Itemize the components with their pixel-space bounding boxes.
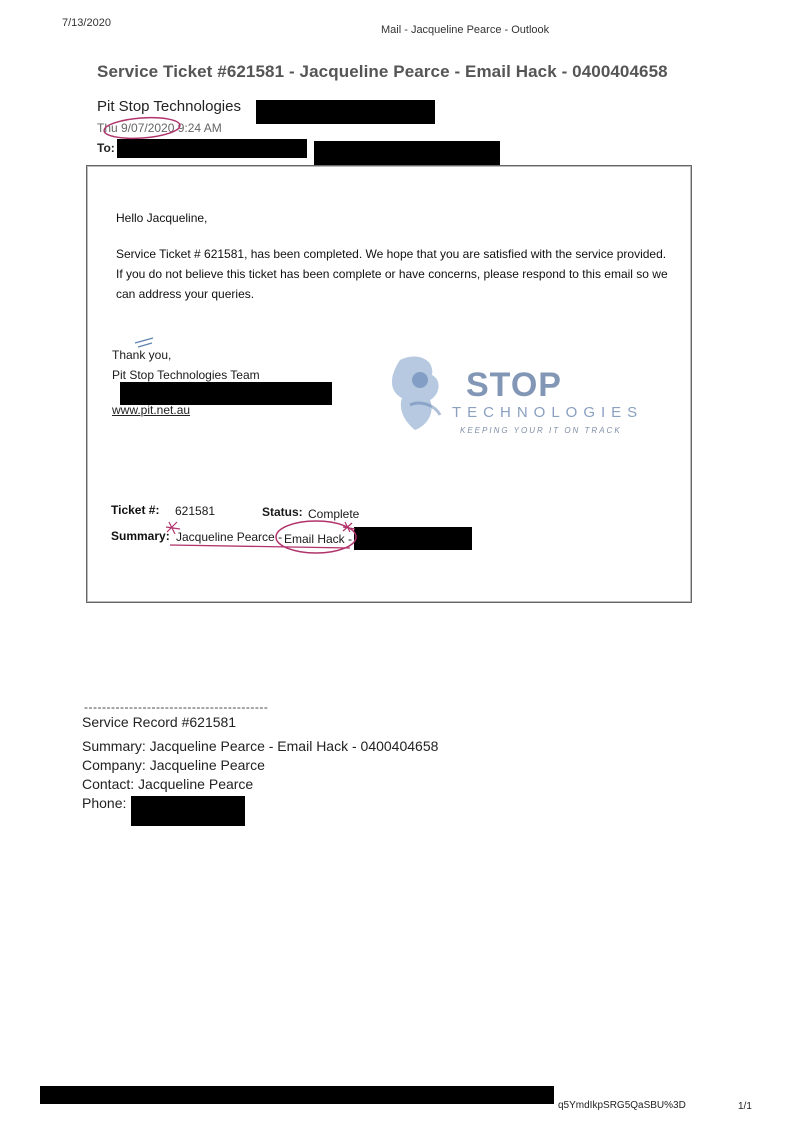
closing-line: Thank you, (112, 348, 172, 362)
record-company: Company: Jacqueline Pearce (82, 757, 265, 773)
record-contact: Contact: Jacqueline Pearce (82, 776, 254, 792)
status-value: Complete (308, 507, 360, 521)
summary-issue: Email Hack - (284, 532, 353, 546)
footer-url-fragment: q5YmdIkpSRG5QaSBU%3D (558, 1100, 686, 1111)
email-to-label: To: (97, 141, 115, 155)
ticket-number-value: 621581 (175, 504, 216, 518)
page-number: 1/1 (738, 1101, 752, 1112)
email-subject: Service Ticket #621581 - Jacqueline Pearce - Email Hack - 0400404658 (97, 62, 668, 81)
record-phone-label: Phone: (82, 795, 127, 811)
record-summary: Summary: Jacqueline Pearce - Email Hack - 0400404658 (82, 738, 439, 754)
team-name: Pit Stop Technologies Team (112, 368, 260, 382)
logo-mascot-icon (380, 350, 470, 445)
greeting: Hello Jacqueline, (116, 211, 208, 225)
email-sent-date: Thu 9/07/2020 9:24 AM (97, 121, 222, 135)
record-title: Service Record #621581 (82, 714, 237, 730)
redaction-phone (131, 796, 245, 826)
redaction-recipient-2 (314, 141, 500, 166)
redaction-summary-phone (354, 527, 472, 550)
record-divider: ----------------------------------------- (84, 700, 269, 714)
logo-wordmark: STOP (466, 366, 562, 404)
logo-subtitle: TECHNOLOGIES (452, 404, 644, 421)
redaction-recipient-1 (117, 139, 307, 158)
status-label: Status: (262, 505, 303, 519)
signature-block (112, 345, 260, 385)
ticket-number-label: Ticket #: (111, 503, 160, 517)
redaction-sender-email (256, 100, 435, 124)
redaction-footer-url (40, 1086, 554, 1104)
print-title: Mail - Jacqueline Pearce - Outlook (381, 24, 550, 36)
body-paragraph: Service Ticket # 621581, has been completed. We hope that you are satisfied with the service provided. If you do not believe this ticket has been complete or have concerns, please respond to this email so we can address your queries. (116, 247, 668, 301)
redaction-signature (120, 382, 332, 405)
pit-stop-logo (380, 350, 670, 445)
print-date: 7/13/2020 (62, 17, 111, 29)
summary-label: Summary: (111, 529, 170, 543)
email-sender: Pit Stop Technologies (97, 98, 241, 115)
website-link[interactable]: www.pit.net.au (112, 403, 191, 417)
summary-name: Jacqueline Pearce - (176, 530, 283, 544)
logo-tagline: KEEPING YOUR IT ON TRACK (460, 426, 622, 435)
